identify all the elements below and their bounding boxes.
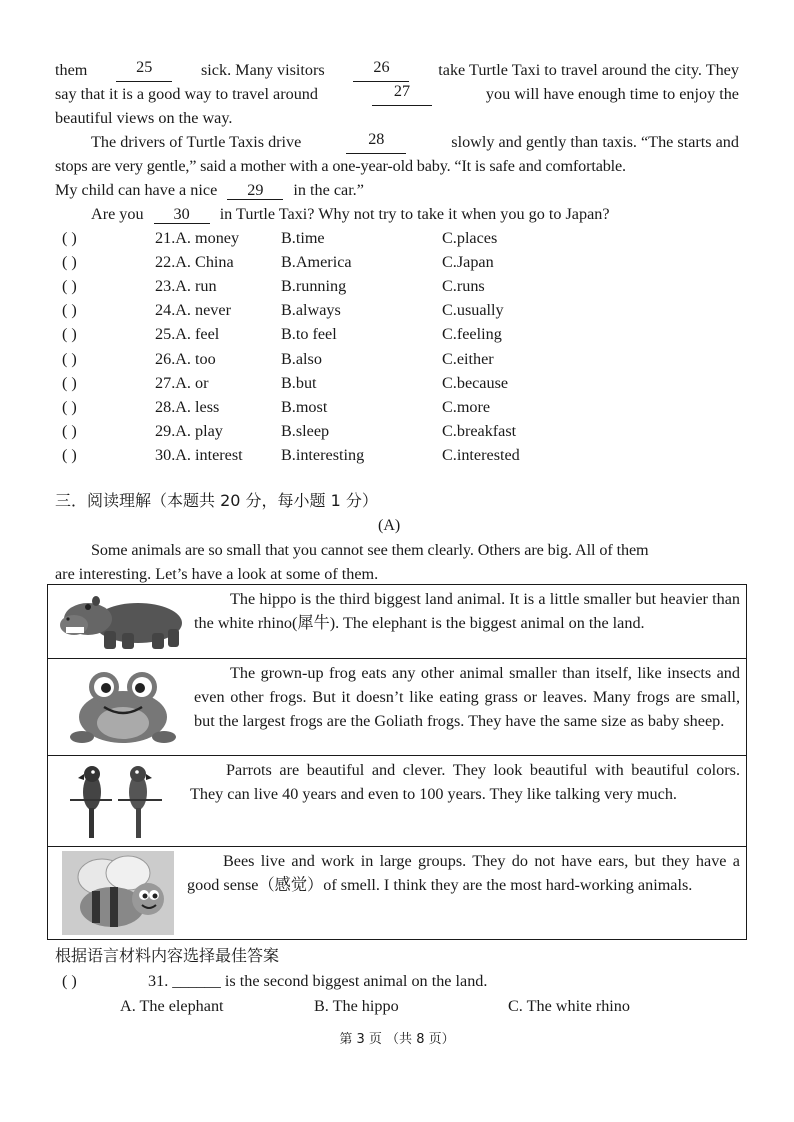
answer-b[interactable]: B. The hippo — [314, 997, 399, 1015]
option-b[interactable]: B.America — [281, 253, 352, 272]
text: Bees live and work in large groups. They do not have ears, but they have a good sense（感觉）of smell. I think they are the most hard-working animals. — [187, 852, 740, 894]
option-c[interactable]: C.more — [442, 397, 491, 416]
blank-25: 25 — [116, 58, 172, 82]
question-text: 31. ______ is the second biggest animal on the land. — [148, 972, 488, 990]
option-c[interactable]: C.places — [442, 229, 498, 247]
option-a[interactable]: 27.A. or — [155, 373, 209, 392]
option-c[interactable]: C.runs — [442, 277, 485, 296]
option-b[interactable]: B.interesting — [281, 445, 365, 464]
answer-paren[interactable]: ( ) — [62, 972, 77, 990]
option-c[interactable]: C.feeling — [442, 325, 502, 344]
hippo-cell — [48, 585, 747, 659]
blank-28: 28 — [346, 130, 406, 154]
passage-line-2 — [55, 82, 739, 106]
parrot-icon — [66, 762, 166, 842]
answer-paren[interactable]: ( ) — [62, 349, 77, 368]
blank-26: 26 — [353, 58, 409, 82]
option-b[interactable]: B.also — [281, 349, 322, 368]
text: take Turtle Taxi to travel around the city. They — [438, 61, 739, 79]
option-row — [55, 322, 755, 346]
answer-a[interactable]: A. The elephant — [120, 997, 224, 1015]
passage-line-1 — [55, 58, 739, 82]
option-a[interactable]: 28.A. less — [155, 397, 220, 416]
text: in the car.” — [293, 181, 364, 199]
option-b[interactable]: B.running — [281, 277, 347, 296]
answer-paren[interactable]: ( ) — [62, 301, 77, 320]
option-b[interactable]: B.sleep — [281, 421, 330, 440]
option-c[interactable]: C.Japan — [442, 253, 494, 272]
passage-line-7 — [91, 202, 739, 226]
option-row — [55, 371, 755, 395]
hippo-text — [194, 587, 740, 635]
table-row — [48, 847, 747, 940]
option-row — [55, 274, 755, 298]
text: Are you — [91, 205, 144, 223]
passage-line-5: stops are very gentle,” said a mother with a one-year-old baby. “It is safe and comfortable. — [55, 157, 626, 175]
table-row — [48, 585, 747, 659]
answer-paren[interactable]: ( ) — [62, 277, 77, 296]
blank-27: 27 — [372, 82, 432, 106]
bee-cell — [48, 847, 747, 940]
option-row — [55, 395, 755, 419]
text: sick. Many visitors — [201, 61, 325, 79]
option-c[interactable]: C.because — [442, 373, 509, 392]
option-c[interactable]: C.breakfast — [442, 421, 517, 440]
option-row — [55, 347, 755, 371]
instruction: 根据语言材料内容选择最佳答案 — [55, 946, 280, 965]
passage-line-6 — [55, 178, 739, 202]
table-row — [48, 659, 747, 756]
answer-paren[interactable]: ( ) — [62, 445, 77, 464]
blank-30: 30 — [154, 205, 210, 224]
frog-cell — [48, 659, 747, 756]
option-row — [55, 226, 755, 250]
option-c[interactable]: C.usually — [442, 301, 504, 320]
text: in Turtle Taxi? Why not try to take it when you go to Japan? — [219, 205, 610, 223]
answer-paren[interactable]: ( ) — [62, 373, 77, 392]
bee-text — [187, 849, 740, 897]
intro-line-2: are interesting. Let’s have a look at some of them. — [55, 565, 379, 583]
option-a[interactable]: 30.A. interest — [155, 445, 243, 464]
passage-line-3: beautiful views on the way. — [55, 109, 233, 127]
answer-c[interactable]: C. The white rhino — [508, 997, 630, 1015]
text: slowly and gently than taxis. “The starts and — [451, 133, 739, 151]
answer-paren[interactable]: ( ) — [62, 325, 77, 344]
option-row — [55, 443, 755, 467]
parrot-text — [190, 758, 740, 806]
option-b[interactable]: B.to feel — [281, 325, 337, 344]
hippo-icon — [60, 591, 186, 653]
answer-paren[interactable]: ( ) — [62, 397, 77, 416]
table-row — [48, 756, 747, 847]
text: Some animals are so small that you cannot see them clearly. Others are big. All of them — [91, 541, 649, 559]
option-b[interactable]: B.but — [281, 373, 317, 392]
option-a[interactable]: 23.A. run — [155, 277, 217, 296]
option-a[interactable]: 25.A. feel — [155, 325, 220, 344]
text: My child can have a nice — [55, 181, 218, 199]
text: The drivers of Turtle Taxis drive — [91, 133, 302, 151]
option-a[interactable]: 24.A. never — [155, 301, 231, 320]
text: Parrots are beautiful and clever. They look beautiful with beautiful colors. They can live 40 years and even to 100 years. They like talking very much. — [190, 761, 740, 803]
text: you will have enough time to enjoy the — [485, 85, 739, 103]
animals-table — [47, 584, 747, 940]
answer-paren[interactable]: ( ) — [62, 253, 77, 272]
intro-line-1 — [91, 538, 739, 562]
option-b[interactable]: B.most — [281, 397, 328, 416]
text: say that it is a good way to travel around — [55, 85, 318, 103]
option-row — [55, 419, 755, 443]
option-row — [55, 298, 755, 322]
text: The hippo is the third biggest land animal. It is a little smaller but heavier than the white rhino(犀牛). The elephant is the biggest animal on the land. — [194, 590, 740, 632]
text: The grown-up frog eats any other animal smaller than itself, like insects and even other frogs. But it doesn’t like eating grass or leaves. Many frogs are small, but the largest frogs are the Goliath frogs. They have the same size as baby sheep. — [194, 664, 740, 730]
answer-paren[interactable]: ( ) — [62, 229, 77, 247]
option-b[interactable]: B.time — [281, 229, 325, 247]
option-a[interactable]: 26.A. too — [155, 349, 216, 368]
frog-text — [194, 661, 740, 733]
option-c[interactable]: C.either — [442, 349, 494, 368]
section-title: 三．阅读理解（本题共 20 分，每小题 1 分） — [55, 491, 378, 510]
option-row — [55, 250, 755, 274]
text: them — [55, 61, 88, 79]
option-a[interactable]: 21.A. money — [155, 229, 240, 247]
option-a[interactable]: 29.A. play — [155, 421, 223, 440]
blank-29: 29 — [227, 181, 283, 200]
passage-line-4 — [91, 130, 739, 154]
answer-paren[interactable]: ( ) — [62, 421, 77, 440]
subsection-label: (A) — [378, 517, 401, 534]
parrot-cell — [48, 756, 747, 847]
frog-icon — [68, 667, 178, 747]
page-footer: 第 3 页 （共 8 页） — [339, 1032, 455, 1047]
option-b[interactable]: B.always — [281, 301, 341, 320]
option-c[interactable]: C.interested — [442, 445, 520, 464]
option-a[interactable]: 22.A. China — [155, 253, 234, 272]
bee-icon — [62, 851, 174, 935]
